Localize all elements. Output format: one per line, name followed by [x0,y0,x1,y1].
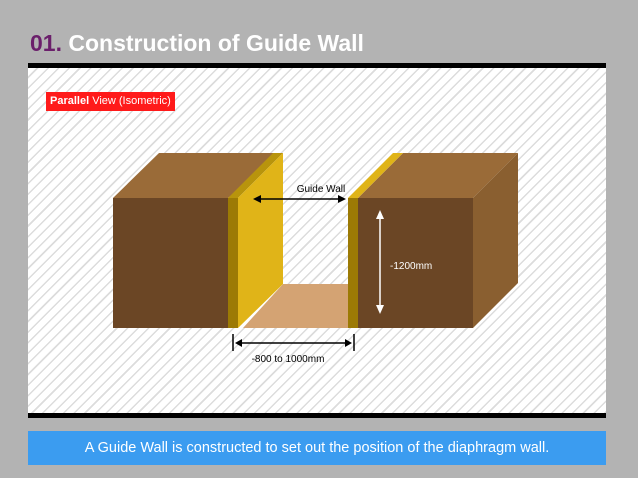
caption-banner [28,431,606,465]
width-arrow [233,334,354,351]
left-guide-wall-edge [228,198,238,328]
caption-text: A Guide Wall is constructed to set out the position of the diaphragm wall. [84,440,550,456]
slide-number: 01. [30,30,62,56]
view-tag-rest: View (Isometric) [89,95,171,107]
bottom-rule [28,413,606,418]
depth-label: -1200mm [390,261,433,272]
left-soil-front [113,198,228,328]
guide-wall-diagram [28,68,606,414]
view-tag-bold: Parallel [50,95,90,107]
width-label: -800 to 1000mm [251,354,325,365]
right-guide-wall-edge [348,198,358,328]
diagram-panel [28,68,606,414]
slide-title [30,29,364,57]
slide-title-text: Construction of Guide Wall [68,30,364,56]
guide-wall-label: Guide Wall [296,184,346,195]
